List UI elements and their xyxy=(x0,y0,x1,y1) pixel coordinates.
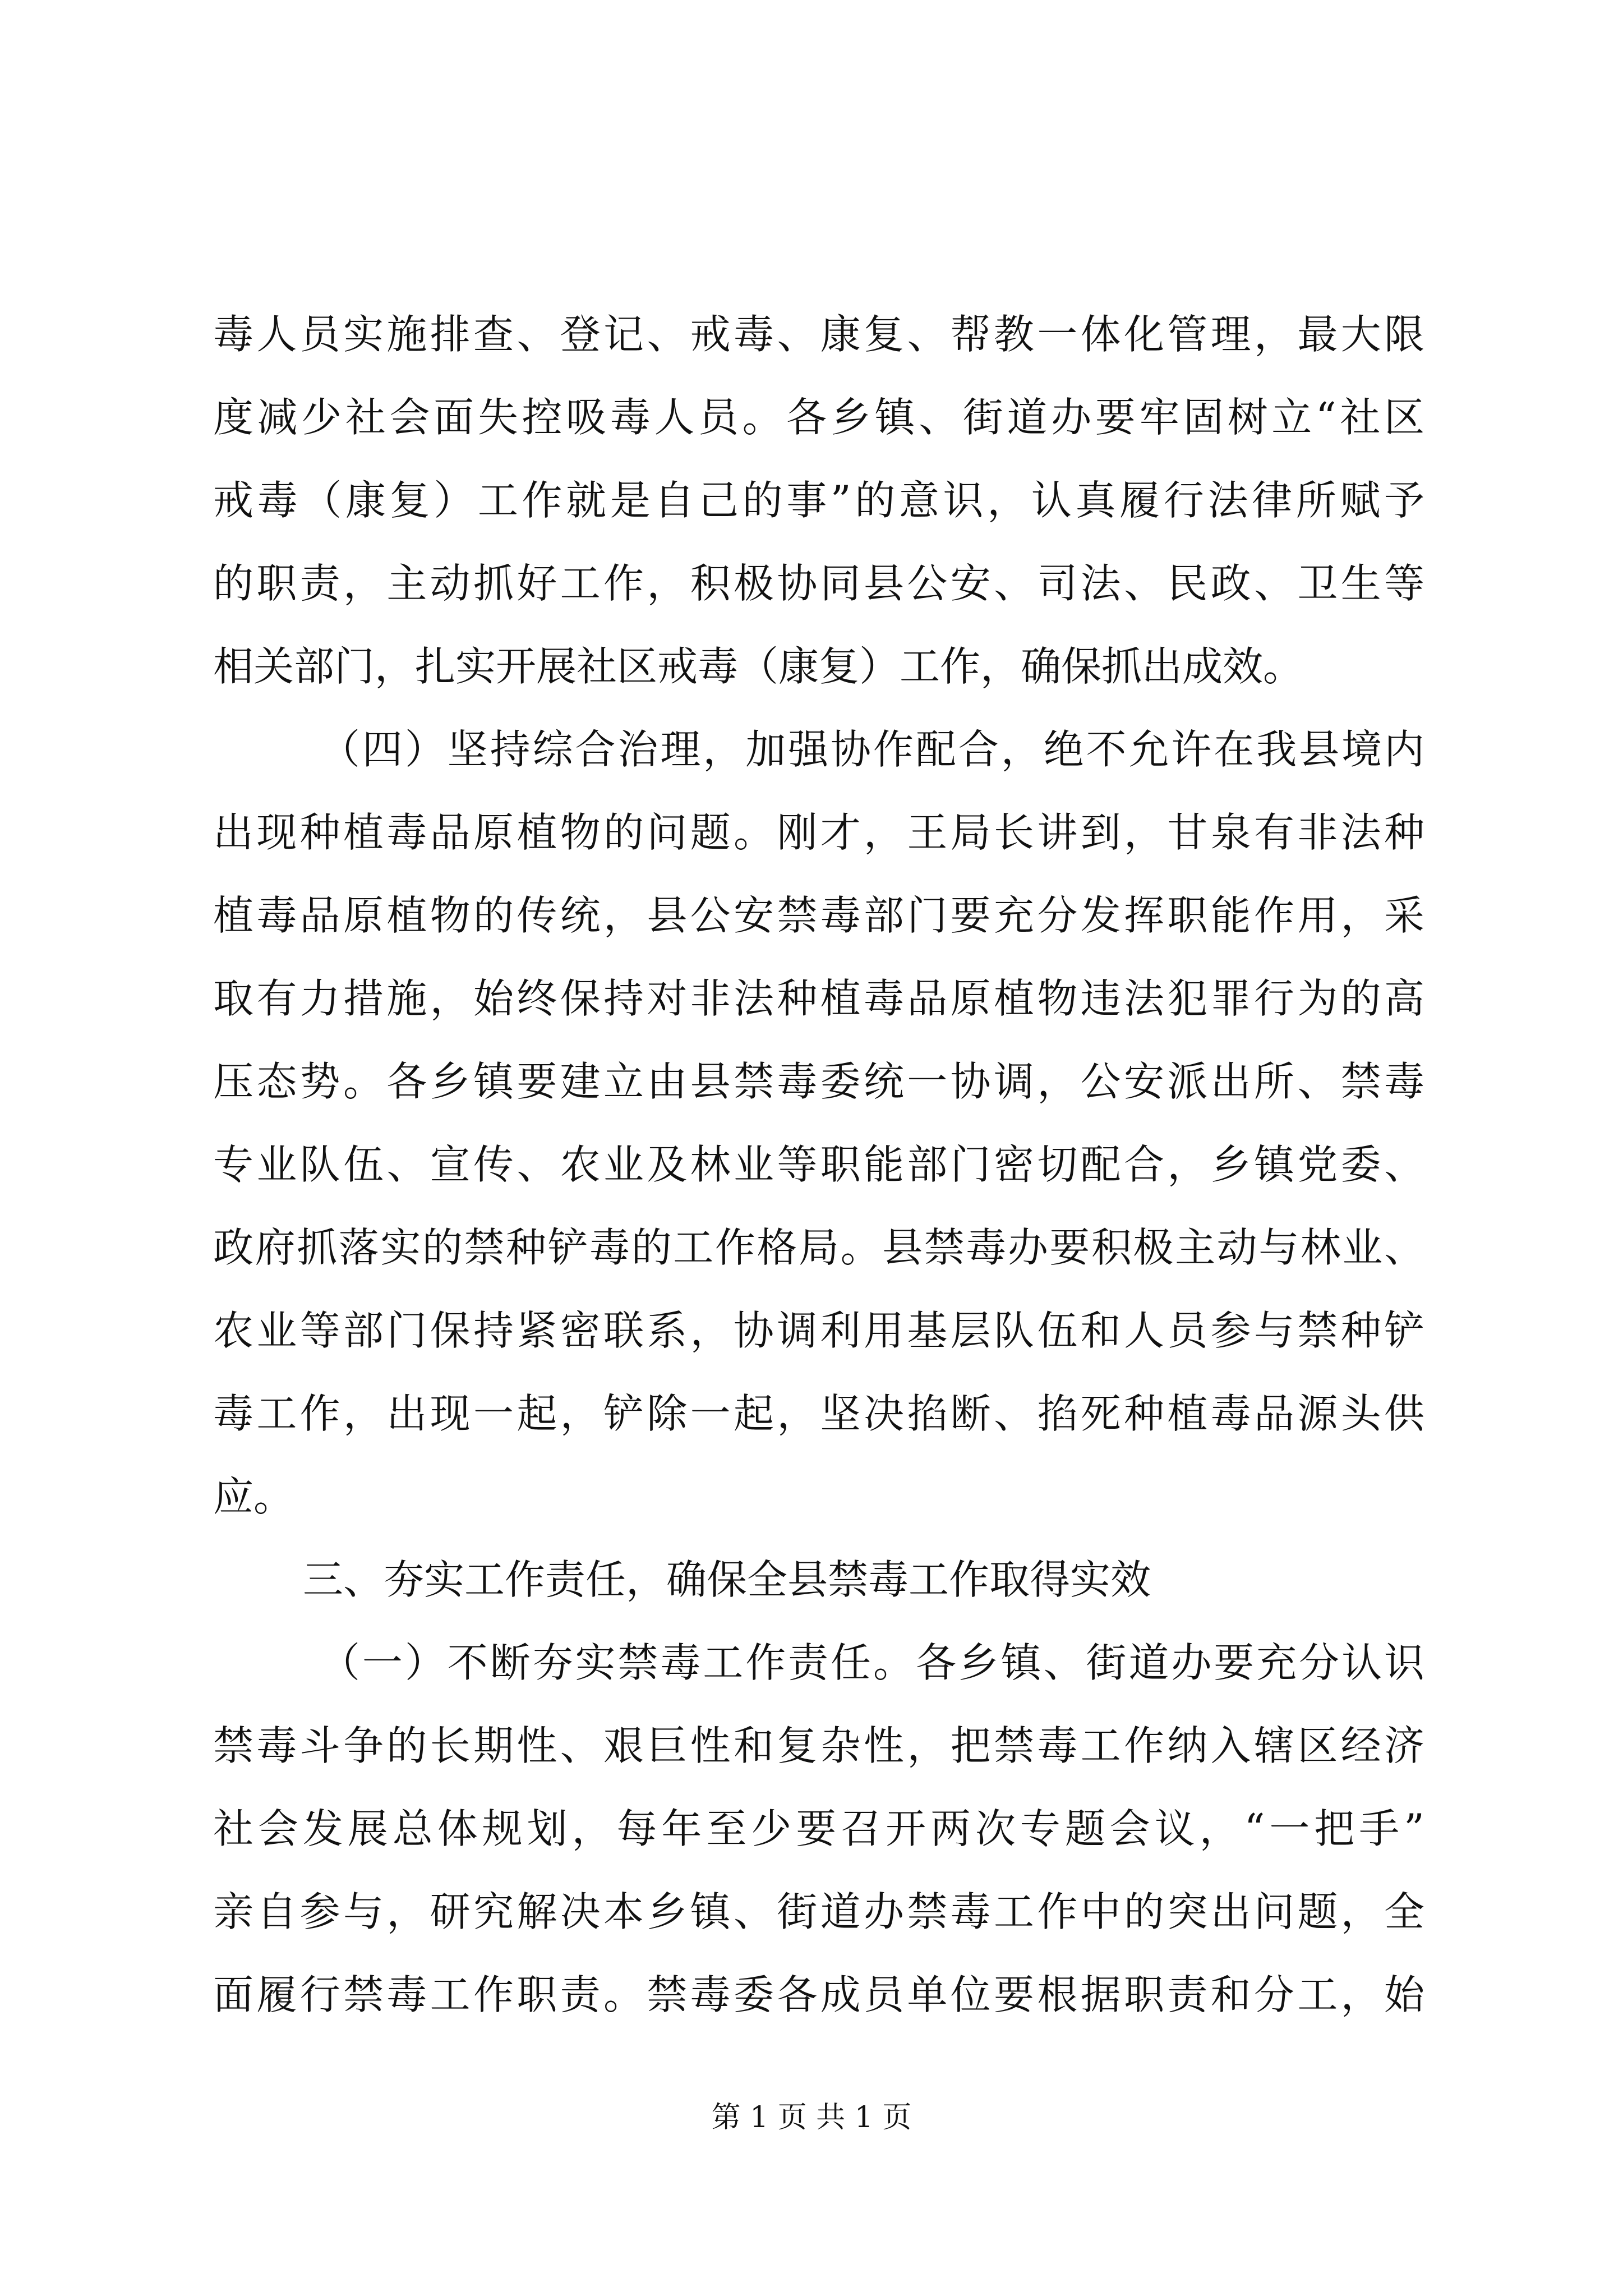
body-line: 毒工作，出现一起，铲除一起，坚决掐断、掐死种植毒品源头供 xyxy=(213,1390,1424,1437)
body-line: 禁毒斗争的长期性、艰巨性和复杂性，把禁毒工作纳入辖区经济 xyxy=(213,1722,1424,1769)
body-line: 取有力措施，始终保持对非法种植毒品原植物违法犯罪行为的高 xyxy=(213,975,1424,1022)
body-line: 应。 xyxy=(213,1473,294,1520)
body-line: 面履行禁毒工作职责。禁毒委各成员单位要根据职责和分工，始 xyxy=(213,1971,1424,2018)
body-line: 专业队伍、宣传、农业及林业等职能部门密切配合，乡镇党委、 xyxy=(213,1141,1424,1188)
page-footer: 第 1 页 共 1 页 xyxy=(711,2101,912,2134)
body-line: 出现种植毒品原植物的问题。刚才，王局长讲到，甘泉有非法种 xyxy=(213,809,1424,856)
body-line: 相关部门，扎实开展社区戒毒（康复）工作，确保抓出成效。 xyxy=(213,643,1304,690)
section-heading-4: （四）坚持综合治理，加强协作配合，绝不允许在我县境内 xyxy=(320,726,1424,773)
body-line: 社会发展总体规划，每年至少要召开两次专题会议，“一把手” xyxy=(213,1805,1424,1852)
body-line: 的职责，主动抓好工作，积极协同县公安、司法、民政、卫生等 xyxy=(213,560,1424,607)
section-heading-3: 三、夯实工作责任，确保全县禁毒工作取得实效 xyxy=(303,1556,1151,1603)
body-line: 度减少社会面失控吸毒人员。各乡镇、街道办要牢固树立“社区 xyxy=(213,394,1424,441)
body-line: 植毒品原植物的传统，县公安禁毒部门要充分发挥职能作用，采 xyxy=(213,892,1424,939)
body-line: 政府抓落实的禁种铲毒的工作格局。县禁毒办要积极主动与林业、 xyxy=(213,1224,1424,1271)
body-line: 亲自参与，研究解决本乡镇、街道办禁毒工作中的突出问题，全 xyxy=(213,1888,1424,1935)
body-line: 毒人员实施排查、登记、戒毒、康复、帮教一体化管理，最大限 xyxy=(213,311,1424,358)
body-line: 农业等部门保持紧密联系，协调利用基层队伍和人员参与禁种铲 xyxy=(213,1307,1424,1354)
subsection-heading-1: （一）不断夯实禁毒工作责任。各乡镇、街道办要充分认识 xyxy=(320,1639,1424,1686)
body-line: 压态势。各乡镇要建立由县禁毒委统一协调，公安派出所、禁毒 xyxy=(213,1058,1424,1105)
body-line: 戒毒（康复）工作就是自己的事”的意识，认真履行法律所赋予 xyxy=(213,477,1424,524)
